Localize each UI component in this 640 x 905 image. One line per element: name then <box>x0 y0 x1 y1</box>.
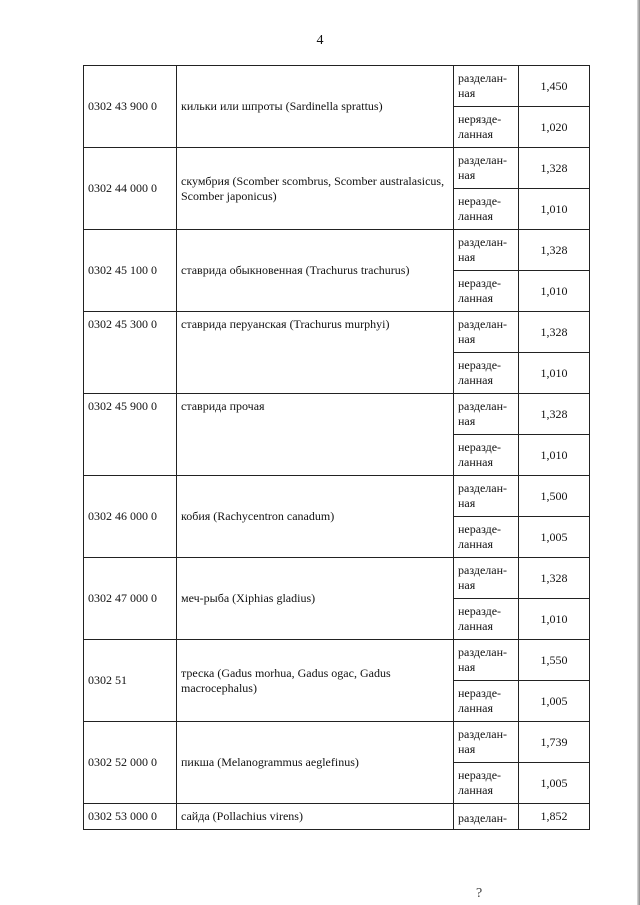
product-name-cell: ставрида прочая <box>177 394 454 476</box>
processing-type-cell: разделан- ная <box>454 66 519 107</box>
tnved-code-cell: 0302 45 100 0 <box>84 230 177 312</box>
goods-table <box>83 65 590 830</box>
processing-type-cell: неразде- ланная <box>454 189 519 230</box>
table-row <box>84 66 590 107</box>
tnved-code-cell: 0302 43 900 0 <box>84 66 177 148</box>
processing-type-cell: разделан- ная <box>454 394 519 435</box>
processing-type-cell: неразде- ланная <box>454 599 519 640</box>
table-row <box>84 394 590 435</box>
coefficient-cell: 1,328 <box>519 312 590 353</box>
table-row <box>84 722 590 763</box>
processing-type-cell: разделан- <box>454 804 519 830</box>
coefficient-cell: 1,010 <box>519 353 590 394</box>
page-number: 4 <box>316 33 324 48</box>
tnved-code-cell: 0302 45 900 0 <box>84 394 177 476</box>
processing-type-cell: разделан- ная <box>454 230 519 271</box>
coefficient-cell: 1,328 <box>519 230 590 271</box>
coefficient-cell: 1,328 <box>519 558 590 599</box>
processing-type-cell: неразде- ланная <box>454 435 519 476</box>
tnved-code-cell: 0302 45 300 0 <box>84 312 177 394</box>
processing-type-cell: разделан- ная <box>454 312 519 353</box>
processing-type-cell: неразде- ланная <box>454 681 519 722</box>
table-row <box>84 476 590 517</box>
product-name-cell: сайда (Pollachius virens) <box>177 804 454 830</box>
coefficient-cell: 1,005 <box>519 681 590 722</box>
coefficient-cell: 1,852 <box>519 804 590 830</box>
coefficient-cell: 1,010 <box>519 271 590 312</box>
stray-pen-mark: ? <box>476 886 483 901</box>
tnved-code-cell: 0302 53 000 0 <box>84 804 177 830</box>
processing-type-cell: разделан- ная <box>454 640 519 681</box>
processing-type-cell: разделан- ная <box>454 558 519 599</box>
coefficient-cell: 1,328 <box>519 148 590 189</box>
coefficient-cell: 1,450 <box>519 66 590 107</box>
product-name-cell: кильки или шпроты (Sardinella sprattus) <box>177 66 454 148</box>
coefficient-cell: 1,328 <box>519 394 590 435</box>
table-row <box>84 312 590 353</box>
coefficient-cell: 1,739 <box>519 722 590 763</box>
coefficient-cell: 1,005 <box>519 763 590 804</box>
processing-type-cell: неразде- ланная <box>454 517 519 558</box>
product-name-cell: ставрида обыкновенная (Trachurus trachurus) <box>177 230 454 312</box>
tnved-code-cell: 0302 51 <box>84 640 177 722</box>
product-name-cell: меч-рыба (Xiphias gladius) <box>177 558 454 640</box>
processing-type-cell: разделан- ная <box>454 476 519 517</box>
coefficient-cell: 1,020 <box>519 107 590 148</box>
table-row <box>84 558 590 599</box>
product-name-cell: кобия (Rachycentron canadum) <box>177 476 454 558</box>
product-name-cell: ставрида перуанская (Trachurus murphyi) <box>177 312 454 394</box>
processing-type-cell: нерязде- ланная <box>454 107 519 148</box>
tnved-code-cell: 0302 46 000 0 <box>84 476 177 558</box>
coefficient-cell: 1,010 <box>519 599 590 640</box>
tnved-code-cell: 0302 44 000 0 <box>84 148 177 230</box>
coefficient-cell: 1,005 <box>519 517 590 558</box>
coefficient-cell: 1,010 <box>519 435 590 476</box>
processing-type-cell: разделан- ная <box>454 148 519 189</box>
table-row <box>84 230 590 271</box>
processing-type-cell: разделан- ная <box>454 722 519 763</box>
table-row <box>84 640 590 681</box>
coefficient-cell: 1,550 <box>519 640 590 681</box>
processing-type-cell: неразде- ланная <box>454 271 519 312</box>
product-name-cell: треска (Gadus morhua, Gadus ogac, Gadus macrocephalus) <box>177 640 454 722</box>
product-name-cell: скумбрия (Scomber scombrus, Scomber australasicus, Scomber japonicus) <box>177 148 454 230</box>
table-row <box>84 804 590 830</box>
processing-type-cell: неразде- ланная <box>454 763 519 804</box>
processing-type-cell: неразде- ланная <box>454 353 519 394</box>
tnved-code-cell: 0302 47 000 0 <box>84 558 177 640</box>
table-row <box>84 148 590 189</box>
coefficient-cell: 1,010 <box>519 189 590 230</box>
tnved-code-cell: 0302 52 000 0 <box>84 722 177 804</box>
coefficient-cell: 1,500 <box>519 476 590 517</box>
product-name-cell: пикша (Melanogrammus aeglefinus) <box>177 722 454 804</box>
goods-table-body <box>84 66 590 830</box>
